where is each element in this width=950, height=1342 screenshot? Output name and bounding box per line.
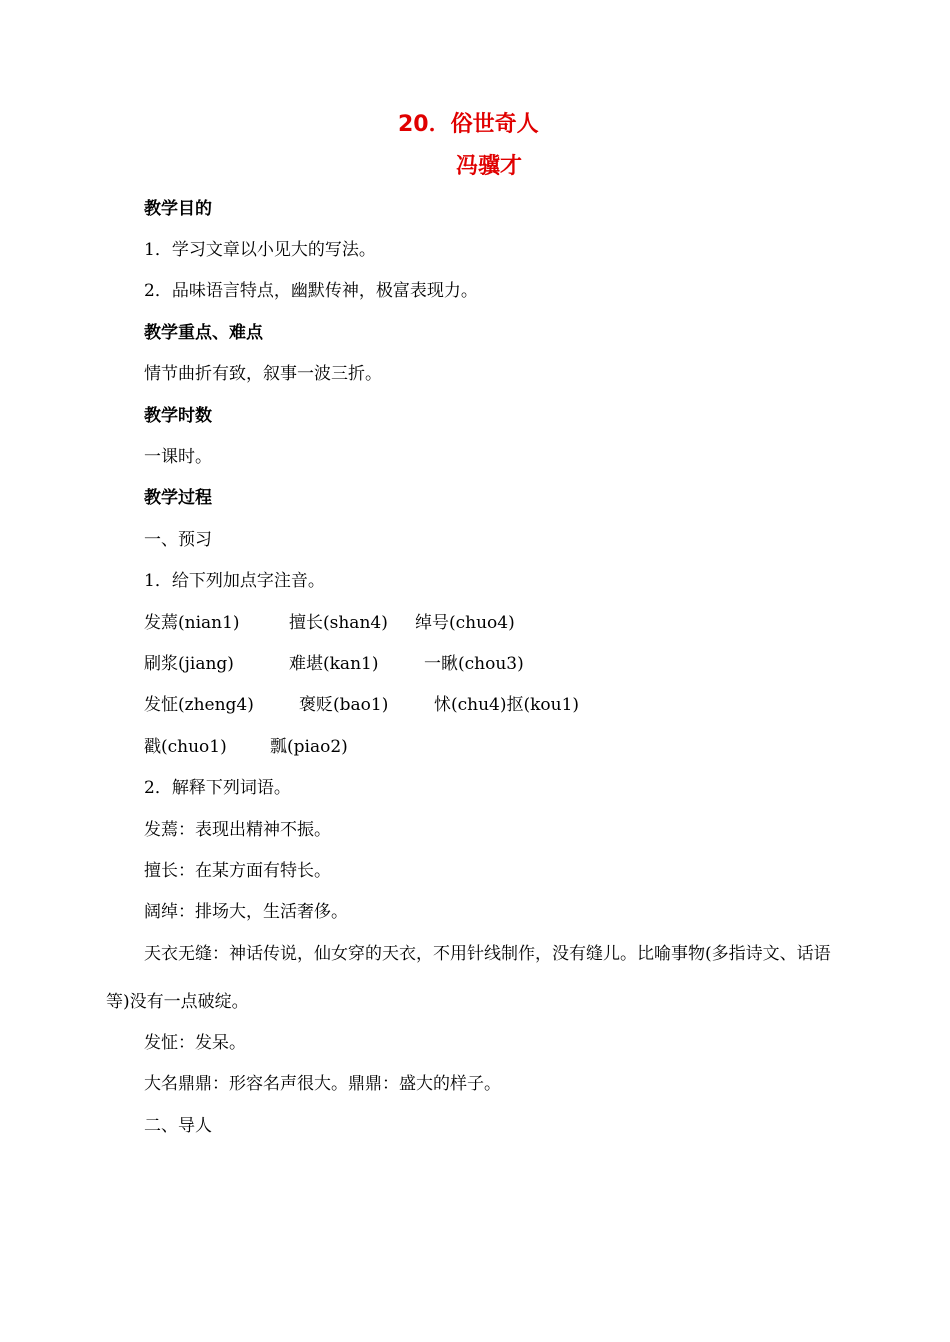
lesson-title: 20．俗世奇人 — [398, 112, 539, 137]
definition-item: 发蔫：表现出精神不振。 — [144, 820, 331, 840]
pinyin-item: 戳(chuo1) — [144, 737, 227, 757]
hours-heading: 教学时数 — [144, 406, 212, 426]
pinyin-item: 发怔(zheng4) — [144, 695, 254, 715]
process-heading: 教学过程 — [144, 488, 212, 508]
task-2: 2．解释下列词语。 — [144, 778, 291, 798]
pinyin-item: 刷浆(jiang) — [144, 654, 234, 674]
pinyin-item: 发蔫(nian1) — [144, 613, 240, 633]
pinyin-item: 难堪(kan1) — [289, 654, 379, 674]
pinyin-item: 绰号(chuo4) — [415, 613, 515, 633]
definition-item: 天衣无缝：神话传说，仙女穿的天衣，不用针线制作，没有缝儿。比喻事物(多指诗文、话语等)没有一点破绽。 — [106, 944, 831, 1012]
definition-item: 发怔：发呆。 — [144, 1033, 246, 1053]
definition-item: 阔绰：排场大，生活奢侈。 — [144, 902, 348, 922]
aim-item-1: 1．学习文章以小见大的写法。 — [144, 240, 376, 260]
key-points-text: 情节曲折有致，叙事一波三折。 — [144, 364, 382, 384]
lesson-author: 冯骥才 — [456, 154, 523, 179]
preview-heading: 一、预习 — [144, 530, 212, 550]
task-1: 1．给下列加点字注音。 — [144, 571, 325, 591]
intro-heading: 二、导人 — [144, 1116, 212, 1136]
definition-item: 大名鼎鼎：形容名声很大。鼎鼎：盛大的样子。 — [144, 1074, 501, 1094]
pinyin-item: 褒贬(bao1) — [299, 695, 389, 715]
pinyin-item: 擅长(shan4) — [289, 613, 388, 633]
pinyin-item: 一瞅(chou3) — [424, 654, 524, 674]
key-points-heading: 教学重点、难点 — [144, 323, 263, 343]
aims-heading: 教学目的 — [144, 199, 212, 219]
pinyin-item: 瓢(piao2) — [270, 737, 348, 757]
definition-item: 擅长：在某方面有特长。 — [144, 861, 331, 881]
hours-text: 一课时。 — [144, 447, 212, 467]
aim-item-2: 2．品味语言特点，幽默传神，极富表现力。 — [144, 281, 478, 301]
pinyin-item: 怵(chu4)抠(kou1) — [434, 695, 580, 715]
